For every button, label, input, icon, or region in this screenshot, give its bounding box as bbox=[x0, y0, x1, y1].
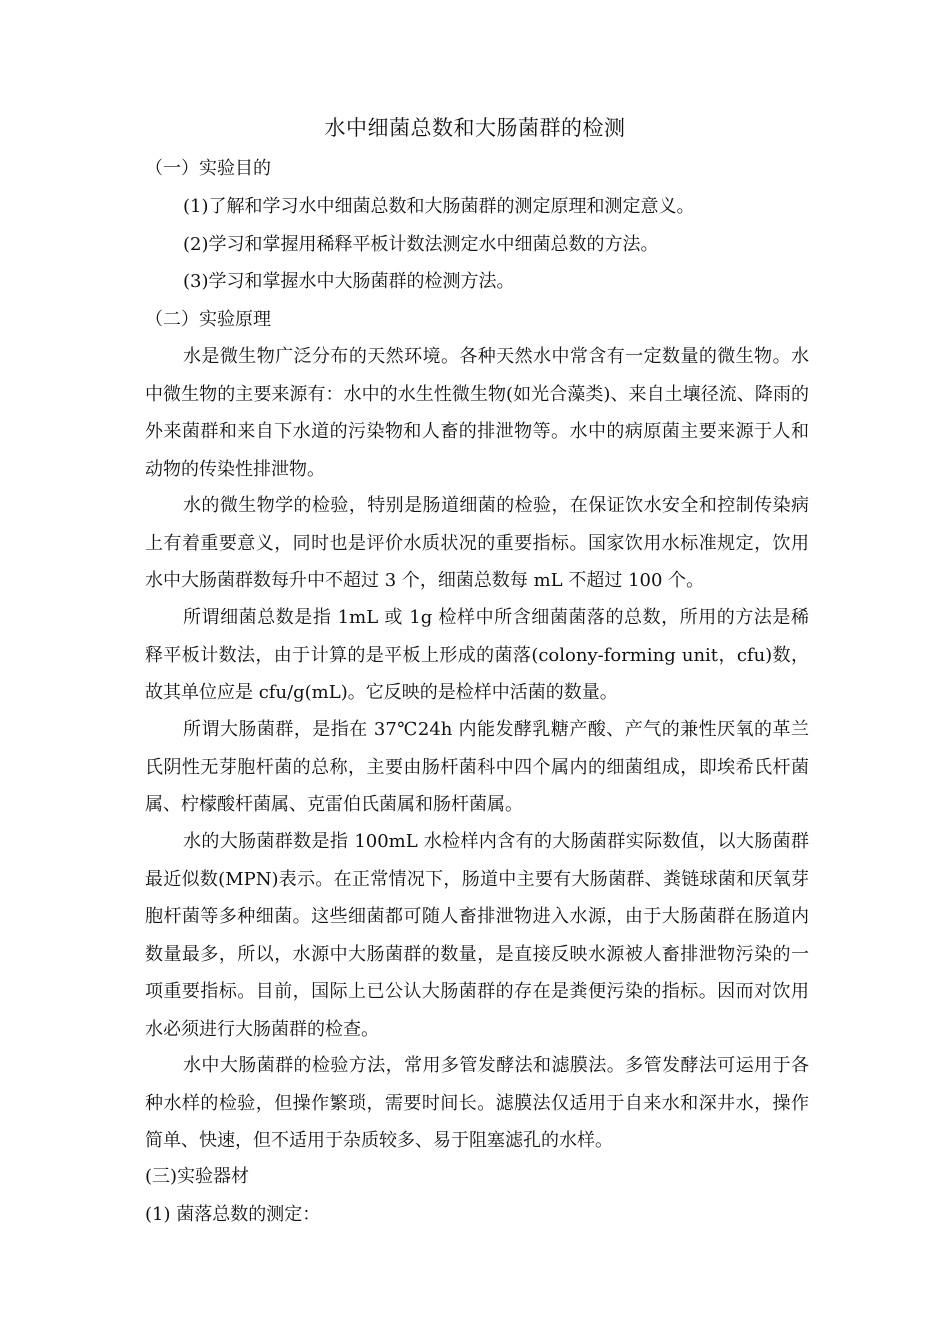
section-heading-objectives: （一）实验目的 bbox=[145, 158, 271, 179]
principle-paragraph: 水中大肠菌群的检验方法，常用多管发酵法和滤膜法。多管发酵法可运用于各种水样的检验，但操作繁琐，需要时间长。滤膜法仅适用于自来水和深井水，操作简单、快速，但不适用于杂质较多、易于阻塞滤孔的水样。 bbox=[145, 1055, 809, 1152]
principle-paragraph: 水是微生物广泛分布的天然环境。各种天然水中常含有一定数量的微生物。水中微生物的主要来源有：水中的水生性微生物(如光合藻类)、来自土壤径流、降雨的外来菌群和来自下水道的污染物和人畜的排泄物等。水中的病原菌主要来源于人和动物的传染性排泄物。 bbox=[145, 346, 809, 480]
document-title: 水中细菌总数和大肠菌群的检测 bbox=[324, 116, 626, 140]
section-heading-principles: （二）实验原理 bbox=[145, 309, 271, 330]
section-heading-materials: (三)实验器材 bbox=[145, 1166, 250, 1187]
objective-item: (2)学习和掌握用稀释平板计数法测定水中细菌总数的方法。 bbox=[183, 234, 659, 255]
principle-paragraph: 所谓大肠菌群，是指在 37℃24h 内能发酵乳糖产酸、产气的兼性厌氧的革兰氏阴性无芽胞杆菌的总称，主要由肠杆菌科中四个属内的细菌组成，即埃希氏杆菌属、柠檬酸杆菌属、克雷伯氏菌属和肠杆菌属。 bbox=[145, 719, 809, 816]
principle-paragraph: 所谓细菌总数是指 1mL 或 1g 检样中所含细菌菌落的总数，所用的方法是稀释平板计数法，由于计算的是平板上形成的菌落(colony-forming unit，cfu)数，故其单位应是 cfu/g(mL)。它反映的是检样中活菌的数量。 bbox=[145, 607, 809, 704]
objective-item: (3)学习和掌握水中大肠菌群的检测方法。 bbox=[183, 271, 515, 292]
objective-item: (1)了解和学习水中细菌总数和大肠菌群的测定原理和测定意义。 bbox=[183, 196, 695, 217]
principle-paragraph: 水的微生物学的检验，特别是肠道细菌的检验，在保证饮水安全和控制传染病上有着重要意义，同时也是评价水质状况的重要指标。国家饮用水标准规定，饮用水中大肠菌群数每升中不超过 3 个，细菌总数每 mL 不超过 100 个。 bbox=[145, 495, 809, 592]
principle-paragraph: 水的大肠菌群数是指 100mL 水检样内含有的大肠菌群实际数值，以大肠菌群最近似数(MPN)表示。在正常情况下，肠道中主要有大肠菌群、粪链球菌和厌氧芽胞杆菌等多种细菌。这些细菌都可随人畜排泄物进入水源，由于大肠菌群在肠道内数量最多，所以，水源中大肠菌群的数量，是直接反映水源被人畜排泄物污染的一项重要指标。目前，国际上已公认大肠菌群的存在是粪便污染的指标。因而对饮用水必须进行大肠菌群的检查。 bbox=[145, 831, 809, 1040]
materials-item: (1) 菌落总数的测定： bbox=[145, 1204, 321, 1225]
